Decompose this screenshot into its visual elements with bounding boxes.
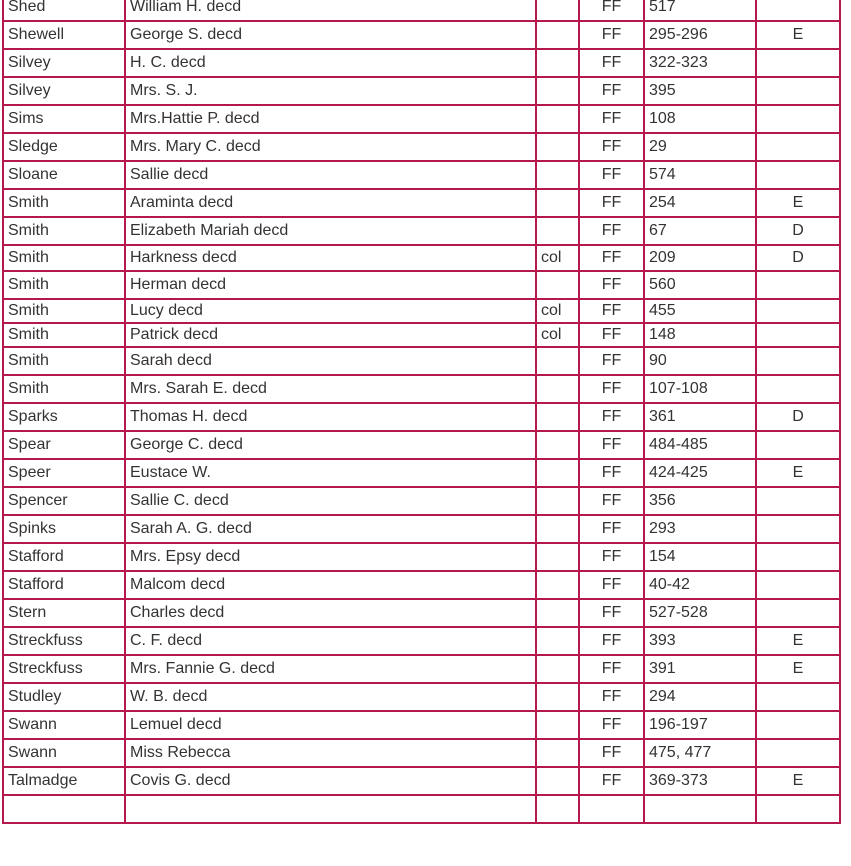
col-marker-cell: [537, 768, 580, 796]
flag-cell: E: [757, 628, 841, 656]
records-table-body: [4, 0, 841, 824]
given-name-cell: Mrs. S. J.: [126, 78, 537, 106]
table-row: [4, 516, 841, 544]
records-table-container: [2, 0, 851, 824]
flag-cell: [757, 134, 841, 162]
flag-cell: E: [757, 460, 841, 488]
volume-code-cell: FF: [580, 0, 645, 22]
page-cell: 108: [645, 106, 757, 134]
volume-code-cell: FF: [580, 78, 645, 106]
volume-code-cell: FF: [580, 134, 645, 162]
table-row: [4, 432, 841, 460]
volume-code-cell: FF: [580, 488, 645, 516]
last-name-cell: Sledge: [4, 134, 126, 162]
last-name-cell: Smith: [4, 300, 126, 324]
col-marker-cell: [537, 106, 580, 134]
table-row: [4, 376, 841, 404]
volume-code-cell: FF: [580, 50, 645, 78]
page-cell: 484-485: [645, 432, 757, 460]
flag-cell: [757, 432, 841, 460]
given-name-cell: Charles decd: [126, 600, 537, 628]
col-marker-cell: col: [537, 300, 580, 324]
last-name-cell: Spear: [4, 432, 126, 460]
volume-code-cell: FF: [580, 22, 645, 50]
records-table: [2, 0, 841, 824]
page-cell: 67: [645, 218, 757, 246]
volume-code-cell: FF: [580, 162, 645, 190]
flag-cell: D: [757, 404, 841, 432]
given-name-cell: Sarah A. G. decd: [126, 516, 537, 544]
page-cell: 209: [645, 246, 757, 272]
flag-cell: [757, 50, 841, 78]
last-name-cell: Stafford: [4, 572, 126, 600]
table-row: [4, 572, 841, 600]
page-cell: 294: [645, 684, 757, 712]
table-row: [4, 684, 841, 712]
page-cell: 295-296: [645, 22, 757, 50]
last-name-cell: [4, 796, 126, 824]
table-row: [4, 106, 841, 134]
col-marker-cell: [537, 78, 580, 106]
last-name-cell: Smith: [4, 218, 126, 246]
table-row: [4, 544, 841, 572]
table-row: [4, 134, 841, 162]
volume-code-cell: FF: [580, 768, 645, 796]
given-name-cell: Covis G. decd: [126, 768, 537, 796]
flag-cell: E: [757, 190, 841, 218]
flag-cell: [757, 376, 841, 404]
given-name-cell: Mrs. Sarah E. decd: [126, 376, 537, 404]
last-name-cell: Swann: [4, 740, 126, 768]
last-name-cell: Sims: [4, 106, 126, 134]
col-marker-cell: [537, 22, 580, 50]
flag-cell: E: [757, 768, 841, 796]
col-marker-cell: [537, 134, 580, 162]
table-row: [4, 190, 841, 218]
table-row: [4, 768, 841, 796]
given-name-cell: [126, 796, 537, 824]
last-name-cell: Swann: [4, 712, 126, 740]
table-row: [4, 78, 841, 106]
flag-cell: [757, 516, 841, 544]
table-row: [4, 656, 841, 684]
volume-code-cell: FF: [580, 190, 645, 218]
given-name-cell: Harkness decd: [126, 246, 537, 272]
flag-cell: [757, 572, 841, 600]
col-marker-cell: [537, 272, 580, 300]
given-name-cell: Mrs. Fannie G. decd: [126, 656, 537, 684]
flag-cell: [757, 106, 841, 134]
page-cell: 391: [645, 656, 757, 684]
col-marker-cell: [537, 544, 580, 572]
given-name-cell: Lucy decd: [126, 300, 537, 324]
given-name-cell: Miss Rebecca: [126, 740, 537, 768]
last-name-cell: Sparks: [4, 404, 126, 432]
col-marker-cell: col: [537, 246, 580, 272]
flag-cell: E: [757, 22, 841, 50]
col-marker-cell: [537, 50, 580, 78]
col-marker-cell: [537, 628, 580, 656]
flag-cell: [757, 544, 841, 572]
table-row: [4, 0, 841, 22]
table-row: [4, 740, 841, 768]
page-cell: 424-425: [645, 460, 757, 488]
col-marker-cell: [537, 162, 580, 190]
table-row: [4, 460, 841, 488]
page-cell: [645, 796, 757, 824]
volume-code-cell: FF: [580, 404, 645, 432]
volume-code-cell: FF: [580, 628, 645, 656]
table-row: [4, 796, 841, 824]
volume-code-cell: FF: [580, 324, 645, 348]
col-marker-cell: [537, 218, 580, 246]
page-cell: 527-528: [645, 600, 757, 628]
col-marker-cell: [537, 432, 580, 460]
page-cell: 90: [645, 348, 757, 376]
col-marker-cell: [537, 600, 580, 628]
col-marker-cell: [537, 404, 580, 432]
col-marker-cell: [537, 460, 580, 488]
last-name-cell: Stafford: [4, 544, 126, 572]
flag-cell: D: [757, 246, 841, 272]
flag-cell: [757, 272, 841, 300]
last-name-cell: Shewell: [4, 22, 126, 50]
last-name-cell: Smith: [4, 246, 126, 272]
given-name-cell: George S. decd: [126, 22, 537, 50]
flag-cell: E: [757, 656, 841, 684]
col-marker-cell: [537, 190, 580, 218]
table-row: [4, 22, 841, 50]
volume-code-cell: FF: [580, 600, 645, 628]
given-name-cell: W. B. decd: [126, 684, 537, 712]
page-cell: 395: [645, 78, 757, 106]
page-cell: 574: [645, 162, 757, 190]
col-marker-cell: [537, 656, 580, 684]
flag-cell: [757, 0, 841, 22]
given-name-cell: Elizabeth Mariah decd: [126, 218, 537, 246]
table-row: [4, 488, 841, 516]
table-row: [4, 600, 841, 628]
volume-code-cell: FF: [580, 516, 645, 544]
volume-code-cell: FF: [580, 684, 645, 712]
given-name-cell: Patrick decd: [126, 324, 537, 348]
flag-cell: [757, 740, 841, 768]
col-marker-cell: [537, 684, 580, 712]
given-name-cell: H. C. decd: [126, 50, 537, 78]
table-row: [4, 324, 841, 348]
last-name-cell: Sloane: [4, 162, 126, 190]
flag-cell: [757, 78, 841, 106]
given-name-cell: Mrs.Hattie P. decd: [126, 106, 537, 134]
page-cell: 369-373: [645, 768, 757, 796]
flag-cell: [757, 348, 841, 376]
col-marker-cell: [537, 796, 580, 824]
col-marker-cell: [537, 712, 580, 740]
last-name-cell: Talmadge: [4, 768, 126, 796]
table-row: [4, 218, 841, 246]
table-row: [4, 50, 841, 78]
col-marker-cell: [537, 572, 580, 600]
volume-code-cell: FF: [580, 544, 645, 572]
last-name-cell: Speer: [4, 460, 126, 488]
last-name-cell: Spencer: [4, 488, 126, 516]
table-row: [4, 246, 841, 272]
page-cell: 148: [645, 324, 757, 348]
page-cell: 517: [645, 0, 757, 22]
volume-code-cell: FF: [580, 348, 645, 376]
given-name-cell: Lemuel decd: [126, 712, 537, 740]
last-name-cell: Smith: [4, 348, 126, 376]
col-marker-cell: [537, 376, 580, 404]
page-cell: 196-197: [645, 712, 757, 740]
last-name-cell: Silvey: [4, 78, 126, 106]
last-name-cell: Spinks: [4, 516, 126, 544]
volume-code-cell: FF: [580, 376, 645, 404]
flag-cell: D: [757, 218, 841, 246]
col-marker-cell: col: [537, 324, 580, 348]
page-cell: 361: [645, 404, 757, 432]
volume-code-cell: FF: [580, 300, 645, 324]
page-cell: 560: [645, 272, 757, 300]
given-name-cell: Malcom decd: [126, 572, 537, 600]
volume-code-cell: FF: [580, 246, 645, 272]
page-cell: 322-323: [645, 50, 757, 78]
last-name-cell: Streckfuss: [4, 628, 126, 656]
given-name-cell: William H. decd: [126, 0, 537, 22]
table-row: [4, 272, 841, 300]
given-name-cell: C. F. decd: [126, 628, 537, 656]
given-name-cell: Sallie decd: [126, 162, 537, 190]
given-name-cell: Mrs. Mary C. decd: [126, 134, 537, 162]
volume-code-cell: FF: [580, 712, 645, 740]
volume-code-cell: FF: [580, 432, 645, 460]
volume-code-cell: FF: [580, 460, 645, 488]
given-name-cell: Eustace W.: [126, 460, 537, 488]
volume-code-cell: FF: [580, 740, 645, 768]
flag-cell: [757, 600, 841, 628]
volume-code-cell: [580, 796, 645, 824]
flag-cell: [757, 162, 841, 190]
page-cell: 107-108: [645, 376, 757, 404]
table-row: [4, 628, 841, 656]
given-name-cell: Herman decd: [126, 272, 537, 300]
volume-code-cell: FF: [580, 272, 645, 300]
given-name-cell: Araminta decd: [126, 190, 537, 218]
last-name-cell: Stern: [4, 600, 126, 628]
page-cell: 254: [645, 190, 757, 218]
page-cell: 393: [645, 628, 757, 656]
last-name-cell: Smith: [4, 272, 126, 300]
volume-code-cell: FF: [580, 106, 645, 134]
last-name-cell: Streckfuss: [4, 656, 126, 684]
volume-code-cell: FF: [580, 218, 645, 246]
table-row: [4, 300, 841, 324]
flag-cell: [757, 300, 841, 324]
volume-code-cell: FF: [580, 656, 645, 684]
given-name-cell: Sarah decd: [126, 348, 537, 376]
flag-cell: [757, 796, 841, 824]
last-name-cell: Smith: [4, 376, 126, 404]
volume-code-cell: FF: [580, 572, 645, 600]
page-cell: 356: [645, 488, 757, 516]
table-row: [4, 348, 841, 376]
last-name-cell: Smith: [4, 324, 126, 348]
given-name-cell: George C. decd: [126, 432, 537, 460]
last-name-cell: Shed: [4, 0, 126, 22]
page-cell: 154: [645, 544, 757, 572]
page-cell: 293: [645, 516, 757, 544]
last-name-cell: Silvey: [4, 50, 126, 78]
col-marker-cell: [537, 0, 580, 22]
table-row: [4, 404, 841, 432]
flag-cell: [757, 712, 841, 740]
page-cell: 29: [645, 134, 757, 162]
table-row: [4, 162, 841, 190]
col-marker-cell: [537, 516, 580, 544]
page-cell: 40-42: [645, 572, 757, 600]
given-name-cell: Thomas H. decd: [126, 404, 537, 432]
flag-cell: [757, 324, 841, 348]
col-marker-cell: [537, 488, 580, 516]
given-name-cell: Sallie C. decd: [126, 488, 537, 516]
col-marker-cell: [537, 348, 580, 376]
last-name-cell: Smith: [4, 190, 126, 218]
last-name-cell: Studley: [4, 684, 126, 712]
given-name-cell: Mrs. Epsy decd: [126, 544, 537, 572]
flag-cell: [757, 684, 841, 712]
page-cell: 455: [645, 300, 757, 324]
flag-cell: [757, 488, 841, 516]
table-row: [4, 712, 841, 740]
col-marker-cell: [537, 740, 580, 768]
page-cell: 475, 477: [645, 740, 757, 768]
